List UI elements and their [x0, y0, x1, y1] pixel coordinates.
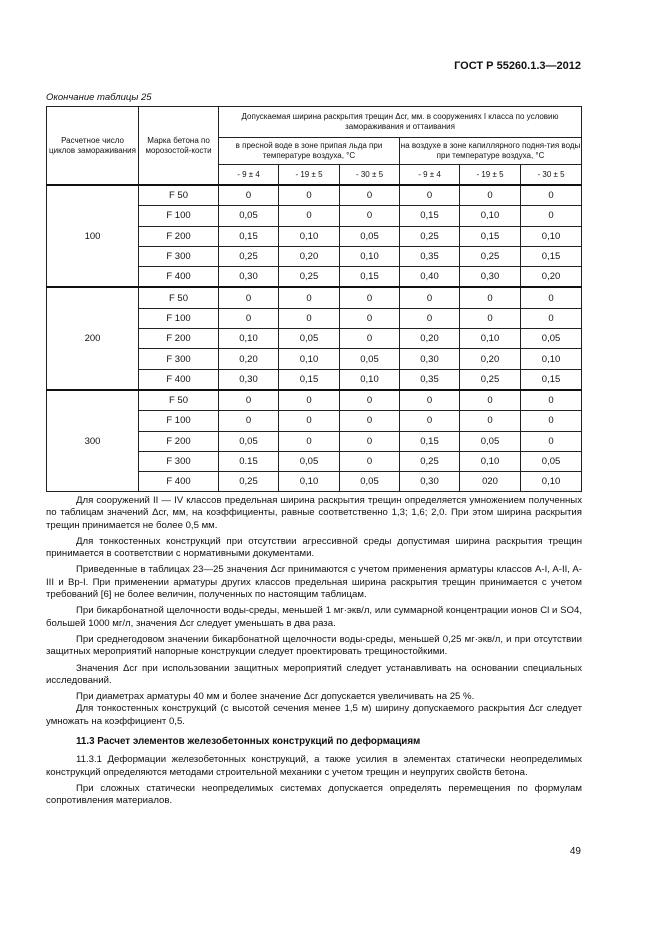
section-title: 11.3 Расчет элементов железобетонных конструкций по деформациям [76, 736, 421, 748]
value-cell: 0,25 [219, 472, 279, 492]
value-cell: 0,05 [219, 206, 279, 226]
grade-cell: F 200 [139, 329, 219, 349]
value-cell: 0 [521, 431, 582, 451]
value-cell: 0,25 [400, 226, 460, 246]
value-cell: 0,05 [340, 226, 400, 246]
value-cell: 0 [460, 185, 521, 206]
value-cell: 0,15 [279, 369, 340, 390]
header-temp: - 9 ± 4 [219, 165, 279, 186]
value-cell: 0 [340, 206, 400, 226]
value-cell: 0 [521, 390, 582, 411]
value-cell: 0 [460, 287, 521, 308]
value-cell: 0,20 [219, 349, 279, 369]
value-cell: 0 [219, 308, 279, 328]
value-cell: 0,10 [521, 226, 582, 246]
grade-cell: F 300 [139, 451, 219, 471]
value-cell: 0 [219, 185, 279, 206]
grade-cell: F 100 [139, 308, 219, 328]
value-cell: 0 [279, 308, 340, 328]
value-cell: 0 [279, 390, 340, 411]
value-cell: 0 [521, 308, 582, 328]
value-cell: 0,35 [400, 369, 460, 390]
value-cell: 0,10 [279, 226, 340, 246]
value-cell: 0 [340, 431, 400, 451]
grade-cell: F 50 [139, 390, 219, 411]
header-air: на воздухе в зоне капиллярного подня-тия воды при температуре воздуха, °С [400, 138, 582, 165]
value-cell: 0 [279, 287, 340, 308]
grade-cell: F 50 [139, 287, 219, 308]
paragraph: Значения Δcr при использовании защитных мероприятий следует устанавливать на основании специальных исследований. [46, 662, 582, 686]
paragraph: При среднегодовом значении бикарбонатной щелочности воды-среды, меньшей 0,25 мг·экв/л, и при отсутствии защитных мероприятий напорные конструкции следует проектировать трещиностойкими. [46, 633, 582, 658]
cycles-cell: 300 [47, 390, 139, 492]
value-cell: 0 [340, 451, 400, 471]
value-cell: 0,10 [340, 369, 400, 390]
grade-cell: F 400 [139, 472, 219, 492]
value-cell: 0,10 [460, 451, 521, 471]
cycles-cell: 100 [47, 185, 139, 287]
table-row [47, 287, 582, 308]
header-temp: - 30 ± 5 [340, 165, 400, 186]
value-cell: 0,35 [400, 246, 460, 266]
value-cell: 0 [460, 411, 521, 431]
value-cell: 0 [279, 431, 340, 451]
grade-cell: F 200 [139, 431, 219, 451]
value-cell: 0,20 [460, 349, 521, 369]
value-cell: 0 [460, 390, 521, 411]
value-cell: 0 [219, 411, 279, 431]
header-temp: - 19 ± 5 [279, 165, 340, 186]
value-cell: 0 [279, 185, 340, 206]
table-row [47, 390, 582, 411]
value-cell: 0 [400, 390, 460, 411]
value-cell: 0 [340, 329, 400, 349]
header-cycles: Расчетное число циклов замораживания [47, 107, 139, 186]
header-temp: - 19 ± 5 [460, 165, 521, 186]
paragraph: Для сооружений II — IV классов предельная ширина раскрытия трещин определяется умножением полученных по таблицам значений Δcr, мм, на коэффициенты, равные соответственно 1,3; 1,6; 2,0. При этом ширина раскрытия трещин принимается не более 0,5 мм. [46, 495, 582, 531]
value-cell: 0,25 [460, 369, 521, 390]
value-cell: 0,05 [219, 431, 279, 451]
value-cell: 0,30 [219, 267, 279, 288]
value-cell: 020 [460, 472, 521, 492]
value-cell: 0 [400, 287, 460, 308]
value-cell: 0,05 [521, 451, 582, 471]
table-caption: Окончание таблицы 25 [46, 92, 152, 103]
value-cell: 0,15 [521, 369, 582, 390]
value-cell: 0,20 [400, 329, 460, 349]
value-cell: 0 [279, 206, 340, 226]
cycles-cell: 200 [47, 287, 139, 389]
value-cell: 0,25 [460, 246, 521, 266]
value-cell: 0 [460, 308, 521, 328]
paragraph: Для тонкостенных конструкций при отсутствии агрессивной среды допустимая ширина раскрытия трещин принимается в соответствии с нормативными документами. [46, 535, 582, 560]
header-fresh-water: в пресной воде в зоне припая льда при температуре воздуха, °С [219, 138, 400, 165]
value-cell: 0,25 [400, 451, 460, 471]
value-cell: 0,05 [460, 431, 521, 451]
value-cell: 0 [400, 411, 460, 431]
value-cell: 0 [521, 185, 582, 206]
value-cell: 0,05 [340, 349, 400, 369]
value-cell: 0 [340, 185, 400, 206]
value-cell: 0,10 [460, 206, 521, 226]
value-cell: 0,05 [521, 329, 582, 349]
paragraph: При диаметрах арматуры 40 мм и более значение Δcr допускается увеличивать на 25 %. [76, 691, 475, 703]
grade-cell: F 300 [139, 246, 219, 266]
paragraph: Приведенные в таблицах 23—25 значения Δcr принимаются с учетом применения арматуры классов A-I, A-II, A-III и Вр-I. При применении арматуры других классов предельная ширина раскрытия трещин принимается с учетом требований [6] не более величин, полученных по настоящим таблицам. [46, 564, 582, 601]
value-cell: 0,20 [279, 246, 340, 266]
value-cell: 0,05 [340, 472, 400, 492]
table-row [47, 185, 582, 206]
paragraph: При бикарбонатной щелочности воды-среды, меньшей 1 мг·экв/л, или суммарной концентрации ионов Cl и SO4, большей 1000 мг/л, значения Δcr следует уменьшать в два раза. [46, 605, 582, 629]
grade-cell: F 100 [139, 411, 219, 431]
paragraph: Для тонкостенных конструкций (с высотой сечения менее 1,5 м) ширину допускаемого раскрытия Δcr следует умножать на коэффициент 0,5. [46, 703, 582, 727]
value-cell: 0 [219, 287, 279, 308]
page-number: 49 [569, 846, 581, 857]
grade-cell: F 100 [139, 206, 219, 226]
value-cell: 0 [521, 206, 582, 226]
value-cell: 0,15 [340, 267, 400, 288]
value-cell: 0,25 [279, 267, 340, 288]
value-cell: 0,10 [340, 246, 400, 266]
value-cell: 0,30 [219, 369, 279, 390]
value-cell: 0,30 [460, 267, 521, 288]
value-cell: 0 [340, 411, 400, 431]
value-cell: 0,20 [521, 267, 582, 288]
value-cell: 0,05 [279, 451, 340, 471]
value-cell: 0,10 [279, 472, 340, 492]
value-cell: 0 [521, 287, 582, 308]
value-cell: 0,10 [279, 349, 340, 369]
value-cell: 0.15 [219, 451, 279, 471]
grade-cell: F 400 [139, 369, 219, 390]
value-cell: 0 [340, 287, 400, 308]
standard-number: ГОСТ Р 55260.1.3—2012 [454, 60, 581, 72]
grade-cell: F 200 [139, 226, 219, 246]
value-cell: 0,15 [400, 206, 460, 226]
grade-cell: F 400 [139, 267, 219, 288]
value-cell: 0,15 [400, 431, 460, 451]
paragraph: 11.3.1 Деформации железобетонных конструкций, а также усилия в элементах статически неопределимых конструкций определяются методами строительной механики с учетом трещин и неупругих свойств бетона. [46, 754, 582, 778]
value-cell: 0,30 [400, 349, 460, 369]
value-cell: 0,10 [521, 349, 582, 369]
header-main: Допускаемая ширина раскрытия трещин Δcr, мм. в сооружениях I класса по условию замораживания и оттаивания [219, 107, 582, 138]
value-cell: 0,05 [279, 329, 340, 349]
value-cell: 0 [279, 411, 340, 431]
header-temp: - 30 ± 5 [521, 165, 582, 186]
value-cell: 0 [400, 185, 460, 206]
value-cell: 0,25 [219, 246, 279, 266]
value-cell: 0,15 [219, 226, 279, 246]
value-cell: 0 [521, 411, 582, 431]
value-cell: 0 [340, 390, 400, 411]
paragraph: При сложных статически неопределимых системах допускается определять перемещения по формулам сопротивления материалов. [46, 782, 582, 807]
value-cell: 0,15 [521, 246, 582, 266]
value-cell: 0,10 [219, 329, 279, 349]
value-cell: 0 [340, 308, 400, 328]
body-text [46, 495, 582, 808]
value-cell: 0 [400, 308, 460, 328]
value-cell: 0,40 [400, 267, 460, 288]
value-cell: 0,15 [460, 226, 521, 246]
value-cell: 0,30 [400, 472, 460, 492]
value-cell: 0,10 [521, 472, 582, 492]
value-cell: 0 [219, 390, 279, 411]
grade-cell: F 300 [139, 349, 219, 369]
value-cell: 0,10 [460, 329, 521, 349]
header-grade: Марка бетона по морозостой-кости [139, 107, 219, 186]
grade-cell: F 50 [139, 185, 219, 206]
header-temp: - 9 ± 4 [400, 165, 460, 186]
crack-width-table [46, 106, 582, 492]
